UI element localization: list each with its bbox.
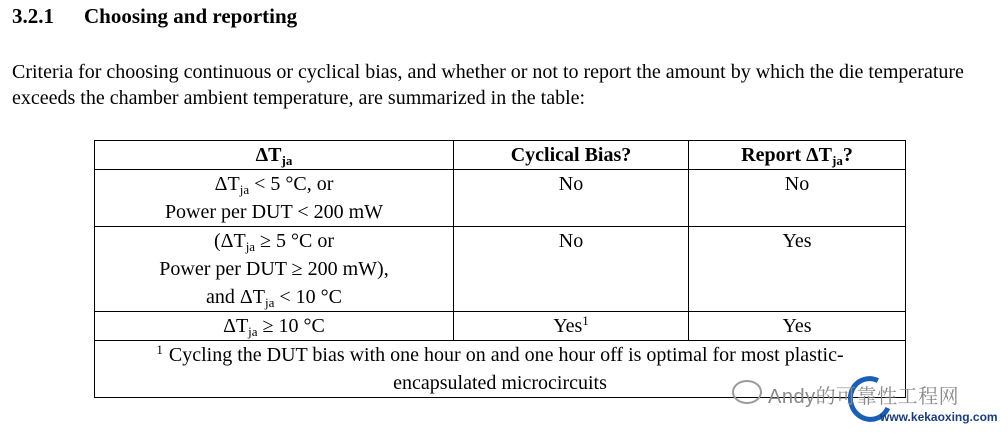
header-cyclical-bias: Cyclical Bias?: [454, 141, 689, 170]
condition-line: Power per DUT ≥ 200 mW),: [159, 258, 389, 280]
table-row: [95, 227, 906, 312]
condition-cell: [95, 227, 454, 312]
footnote-line: Cycling the DUT bias with one hour on and one hour off is optimal for most plastic-: [168, 344, 844, 366]
cyclical-bias-cell: No: [454, 170, 689, 227]
table-row: [95, 170, 906, 227]
footnote-marker: 1: [156, 342, 163, 357]
condition-cell: [95, 170, 454, 227]
table-header-row: [95, 141, 906, 170]
wechat-icon: [732, 380, 762, 404]
watermark-text: Andy的可靠性工程网: [768, 386, 960, 408]
condition-cell: [95, 312, 454, 341]
watermark: [728, 376, 1004, 438]
condition-line: $\Delta T_{ja} \ge 10$ °C: [223, 315, 325, 339]
footnote-ref: 1: [582, 313, 589, 328]
condition-line: Power per DUT < 200 mW: [164, 201, 384, 223]
condition-line: ($\Delta T_{ja} \ge 5$ °C or: [213, 230, 335, 254]
condition-line: $\Delta T_{ja} < 5$ °C, or: [214, 173, 334, 197]
cyclical-bias-cell: No: [454, 227, 689, 312]
table-row: [95, 312, 906, 341]
section-number: 3.2.1: [12, 4, 54, 28]
report-cell: Yes: [689, 227, 906, 312]
section-heading: [12, 4, 297, 29]
header-delta-tja: $\Delta T_{ja}$: [95, 141, 454, 170]
condition-line: and $\Delta T_{ja} < 10$ °C: [206, 286, 342, 310]
watermark-url: www.kekaoxing.com: [880, 410, 998, 424]
footnote-line: encapsulated microcircuits: [393, 372, 607, 394]
report-cell: No: [689, 170, 906, 227]
criteria-table: [94, 140, 906, 398]
intro-paragraph: Criteria for choosing continuous or cyclical bias, and whether or not to report the amount by which the die temperature exceeds the chamber ambient temperature, are summarized in the table:: [12, 61, 964, 109]
cyclical-bias-cell: Yes$^1$: [454, 312, 689, 341]
report-cell: Yes: [689, 312, 906, 341]
section-title: Choosing and reporting: [84, 4, 298, 28]
header-report-delta-tja: Report $\Delta T_{ja}$?: [689, 141, 906, 170]
